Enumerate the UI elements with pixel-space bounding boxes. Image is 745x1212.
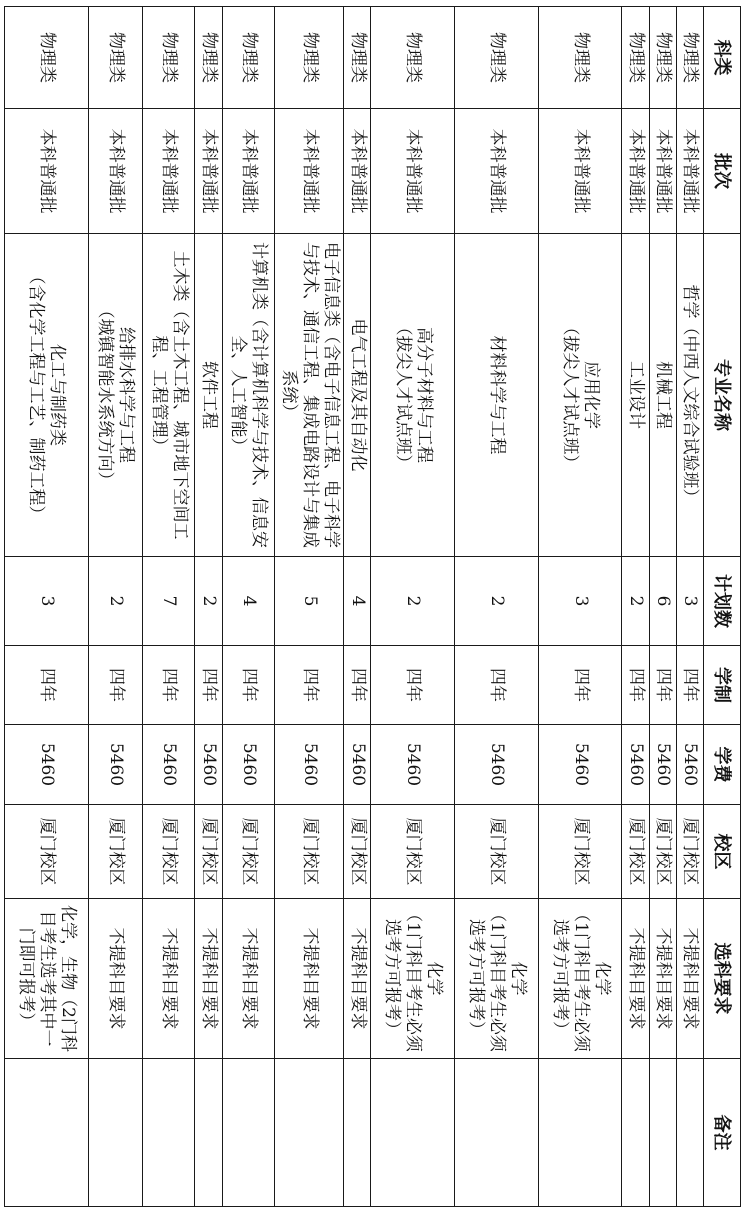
- batch-cell: 本科普通批: [676, 109, 703, 234]
- duration-cell: 四年: [371, 646, 455, 725]
- category-cell: 物理类: [88, 7, 142, 109]
- requirement-cell: [195, 899, 222, 1059]
- campus-cell: 厦门校区: [195, 805, 222, 899]
- major-line: 工业设计: [626, 361, 646, 429]
- admissions-plan-table: [4, 6, 741, 1207]
- header-note: 备注: [704, 1059, 741, 1207]
- header-duration: 学制: [704, 646, 741, 725]
- batch-cell: 本科普通批: [538, 109, 622, 234]
- campus-cell: 厦门校区: [622, 805, 649, 899]
- header-campus: 校区: [704, 805, 741, 899]
- tuition-cell: 5460: [88, 725, 142, 805]
- table-row: [222, 7, 274, 1207]
- category-cell: 物理类: [371, 7, 455, 109]
- table-row: [371, 7, 455, 1207]
- batch-cell: 本科普通批: [371, 109, 455, 234]
- major-cell: [275, 234, 344, 557]
- requirement-line: 不提科目要求: [299, 927, 320, 1030]
- note-cell: [676, 1059, 703, 1207]
- requirement-line: 选考方可报考）: [465, 919, 486, 1038]
- note-cell: [649, 1059, 676, 1207]
- note-cell: [222, 1059, 274, 1207]
- batch-cell: 本科普通批: [454, 109, 538, 234]
- duration-cell: 四年: [538, 646, 622, 725]
- plan-cell: 2: [195, 557, 222, 646]
- major-line: 土木类（含土木工程、城市地下空间工程、工程管理）: [148, 250, 190, 540]
- duration-cell: 四年: [195, 646, 222, 725]
- tuition-cell: 5460: [454, 725, 538, 805]
- requirement-line: （1门科目考生必须: [486, 905, 507, 1052]
- major-line: 给排水科学与工程: [116, 327, 137, 463]
- table-row: [649, 7, 676, 1207]
- requirement-line: 化学: [424, 961, 445, 996]
- major-cell: [454, 234, 538, 557]
- batch-cell: 本科普通批: [88, 109, 142, 234]
- major-line: 软件工程: [199, 361, 220, 429]
- major-cell: [88, 234, 142, 557]
- requirement-line: 不提科目要求: [199, 927, 220, 1030]
- plan-cell: 5: [275, 557, 344, 646]
- tuition-cell: 5460: [5, 725, 89, 805]
- requirement-cell: [649, 899, 676, 1059]
- campus-cell: 厦门校区: [222, 805, 274, 899]
- major-line: 应用化学: [581, 361, 602, 429]
- header-batch: 批次: [704, 109, 741, 234]
- category-cell: 物理类: [195, 7, 222, 109]
- plan-cell: 4: [222, 557, 274, 646]
- major-cell: [649, 234, 676, 557]
- requirement-line: 不提科目要求: [105, 927, 126, 1030]
- campus-cell: 厦门校区: [344, 805, 371, 899]
- duration-cell: 四年: [454, 646, 538, 725]
- requirement-cell: [5, 899, 89, 1059]
- note-cell: [622, 1059, 649, 1207]
- major-line: 高分子材料与工程: [413, 327, 434, 463]
- major-line: 机械工程: [653, 361, 674, 429]
- major-cell: [195, 234, 222, 557]
- batch-cell: 本科普通批: [195, 109, 222, 234]
- batch-cell: 本科普通批: [622, 109, 649, 234]
- category-cell: 物理类: [649, 7, 676, 109]
- table-row: [676, 7, 703, 1207]
- category-cell: 物理类: [538, 7, 622, 109]
- requirement-line: 不提科目要求: [159, 927, 180, 1030]
- category-cell: 物理类: [143, 7, 195, 109]
- campus-cell: 厦门校区: [275, 805, 344, 899]
- header-requirement: 选科要求: [704, 899, 741, 1059]
- requirement-line: （1门科目考生必须: [403, 905, 424, 1052]
- plan-cell: 6: [649, 557, 676, 646]
- major-line: 化工与制药类: [47, 344, 68, 446]
- major-line: 哲学（中西人文综合试验班）: [680, 284, 701, 506]
- requirement-line: 化学: [507, 961, 528, 996]
- requirement-cell: [538, 899, 622, 1059]
- note-cell: [195, 1059, 222, 1207]
- tuition-cell: 5460: [538, 725, 622, 805]
- table-row: [5, 7, 89, 1207]
- table-row: [344, 7, 371, 1207]
- table-row: [622, 7, 649, 1207]
- category-cell: 物理类: [344, 7, 371, 109]
- duration-cell: 四年: [275, 646, 344, 725]
- tuition-cell: 5460: [143, 725, 195, 805]
- header-major: 专业名称: [704, 234, 741, 557]
- requirement-line: 选考方可报考）: [382, 919, 403, 1038]
- requirement-cell: [143, 899, 195, 1059]
- requirement-cell: [88, 899, 142, 1059]
- category-cell: 物理类: [275, 7, 344, 109]
- category-cell: 物理类: [5, 7, 89, 109]
- table-row: [195, 7, 222, 1207]
- table-row: [275, 7, 344, 1207]
- header-tuition: 学费: [704, 725, 741, 805]
- plan-cell: 3: [538, 557, 622, 646]
- campus-cell: 厦门校区: [143, 805, 195, 899]
- note-cell: [344, 1059, 371, 1207]
- duration-cell: 四年: [344, 646, 371, 725]
- major-cell: [5, 234, 89, 557]
- major-cell: [622, 234, 649, 557]
- requirement-line: 不提科目要求: [347, 927, 368, 1030]
- batch-cell: 本科普通批: [275, 109, 344, 234]
- requirement-cell: [275, 899, 344, 1059]
- requirement-cell: [676, 899, 703, 1059]
- batch-cell: 本科普通批: [5, 109, 89, 234]
- major-line: （拔尖人才试点班）: [560, 318, 581, 472]
- note-cell: [143, 1059, 195, 1207]
- plan-cell: 2: [88, 557, 142, 646]
- batch-cell: 本科普通批: [344, 109, 371, 234]
- campus-cell: 厦门校区: [88, 805, 142, 899]
- campus-cell: 厦门校区: [371, 805, 455, 899]
- duration-cell: 四年: [676, 646, 703, 725]
- tuition-cell: 5460: [344, 725, 371, 805]
- requirement-cell: [344, 899, 371, 1059]
- duration-cell: 四年: [222, 646, 274, 725]
- campus-cell: 厦门校区: [5, 805, 89, 899]
- table-row: [88, 7, 142, 1207]
- table-body: [5, 7, 704, 1207]
- batch-cell: 本科普通批: [143, 109, 195, 234]
- table-row: [538, 7, 622, 1207]
- requirement-line: （1门科目考生必须: [570, 905, 591, 1052]
- campus-cell: 厦门校区: [538, 805, 622, 899]
- table-row: [454, 7, 538, 1207]
- requirement-line: 化学，生物（2门科目考生选考其中一门即可报考）: [15, 905, 78, 1052]
- campus-cell: 厦门校区: [676, 805, 703, 899]
- major-line: 电气工程及其自动化: [347, 318, 368, 472]
- table-row: [143, 7, 195, 1207]
- requirement-line: 不提科目要求: [653, 927, 674, 1030]
- requirement-line: 不提科目要求: [238, 927, 259, 1030]
- major-line: （拔尖人才试点班）: [392, 318, 413, 472]
- category-cell: 物理类: [622, 7, 649, 109]
- requirement-cell: [454, 899, 538, 1059]
- note-cell: [538, 1059, 622, 1207]
- note-cell: [5, 1059, 89, 1207]
- category-cell: 物理类: [676, 7, 703, 109]
- plan-cell: 2: [454, 557, 538, 646]
- major-line: 材料科学与工程: [486, 335, 507, 455]
- major-line: （城镇智能水系统方向）: [95, 301, 116, 489]
- note-cell: [275, 1059, 344, 1207]
- tuition-cell: 5460: [195, 725, 222, 805]
- requirement-line: 不提科目要求: [680, 927, 701, 1030]
- header-row: [704, 7, 741, 1207]
- plan-cell: 3: [676, 557, 703, 646]
- plan-cell: 4: [344, 557, 371, 646]
- requirement-cell: [371, 899, 455, 1059]
- major-cell: [371, 234, 455, 557]
- duration-cell: 四年: [143, 646, 195, 725]
- major-cell: [344, 234, 371, 557]
- requirement-cell: [222, 899, 274, 1059]
- batch-cell: 本科普通批: [649, 109, 676, 234]
- plan-cell: 7: [143, 557, 195, 646]
- tuition-cell: 5460: [649, 725, 676, 805]
- plan-cell: 2: [371, 557, 455, 646]
- header-plan: 计划数: [704, 557, 741, 646]
- requirement-line: 选考方可报考）: [549, 919, 570, 1038]
- campus-cell: 厦门校区: [454, 805, 538, 899]
- requirement-line: 不提科目要求: [626, 927, 646, 1030]
- header-category: 科类: [704, 7, 741, 109]
- duration-cell: 四年: [5, 646, 89, 725]
- duration-cell: 四年: [88, 646, 142, 725]
- tuition-cell: 5460: [676, 725, 703, 805]
- tuition-cell: 5460: [622, 725, 649, 805]
- major-cell: [143, 234, 195, 557]
- note-cell: [88, 1059, 142, 1207]
- requirement-line: 化学: [591, 961, 612, 996]
- plan-cell: 2: [622, 557, 649, 646]
- duration-cell: 四年: [649, 646, 676, 725]
- duration-cell: 四年: [622, 646, 649, 725]
- tuition-cell: 5460: [222, 725, 274, 805]
- major-line: 计算机类（含计算机科学与技术、信息安全、人工智能）: [228, 242, 270, 548]
- category-cell: 物理类: [454, 7, 538, 109]
- tuition-cell: 5460: [275, 725, 344, 805]
- major-cell: [676, 234, 703, 557]
- major-cell: [222, 234, 274, 557]
- tuition-cell: 5460: [371, 725, 455, 805]
- plan-cell: 3: [5, 557, 89, 646]
- major-line: 电子信息类（含电子信息工程、电子科学与技术、通信工程、集成电路设计与集成系统）: [278, 242, 341, 548]
- campus-cell: 厦门校区: [649, 805, 676, 899]
- note-cell: [454, 1059, 538, 1207]
- category-cell: 物理类: [222, 7, 274, 109]
- batch-cell: 本科普通批: [222, 109, 274, 234]
- requirement-cell: [622, 899, 649, 1059]
- note-cell: [371, 1059, 455, 1207]
- major-line: （含化学工程与工艺、制药工程）: [26, 267, 47, 523]
- major-cell: [538, 234, 622, 557]
